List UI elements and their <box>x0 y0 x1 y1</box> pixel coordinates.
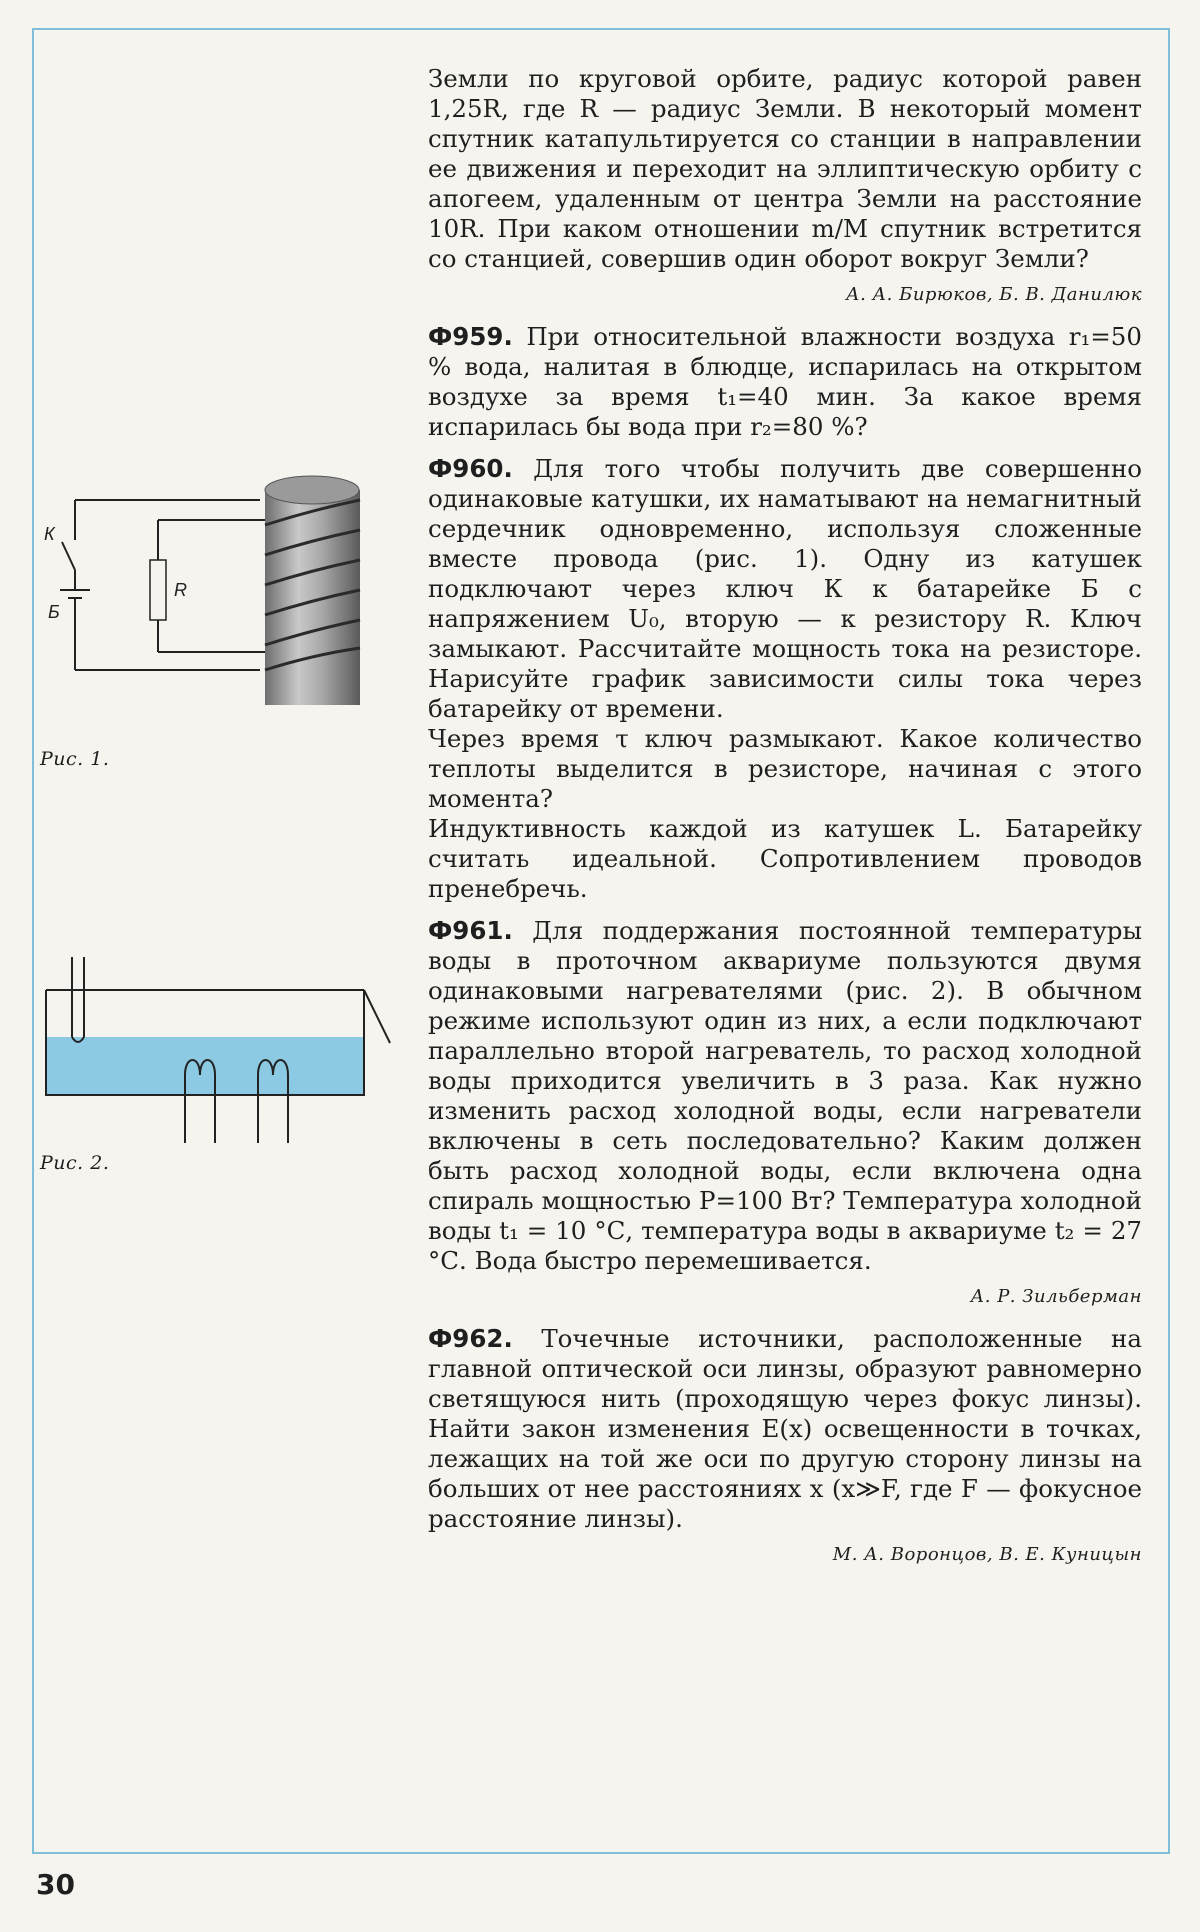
water <box>46 1037 364 1095</box>
problem-960 <box>428 454 1142 724</box>
resistor-label: R <box>174 580 187 600</box>
problem-text: Для того чтобы получить две совершенно одинаковые катушки, их наматывают на немагнитный сердечник одновременно, используя сложенные вместе провода (рис. 1). Одну из катушек подключают через ключ К к батарейке Б с напряжением U₀, вторую — к резистору R. Ключ замыкают. Рассчитайте мощность тока на резисторе. Нарисуйте график зависимости силы тока через батарейку от времени. <box>428 454 1142 723</box>
problem-959 <box>428 322 1142 442</box>
problem-961-author: А. Р. Зильберман <box>970 1286 1142 1307</box>
problem-960-part-3: Индуктивность каждой из катушек L. Батарейку считать идеальной. Сопротивлением проводов пренебречь. <box>428 814 1142 903</box>
intro-text: Земли по круговой орбите, радиус которой равен 1,25R, где R — радиус Земли. В некоторый момент спутник катапультируется со станции в направлении ее движения и переходит на эллиптическую орбиту с апогеем, удаленным от центра Земли на расстояние 10R. При каком отношении m/M спутник встретится со станцией, совершив один оборот вокруг Земли? <box>428 64 1142 273</box>
problem-960-part-2: Через время τ ключ размыкают. Какое количество теплоты выделится в резисторе, начиная с этого момента? <box>428 724 1142 813</box>
problem-962-author: М. А. Воронцов, В. Е. Куницын <box>832 1544 1142 1565</box>
problem-text: При относительной влажности воздуха r₁=50 % вода, налитая в блюдце, испарилась на открытом воздухе за время t₁=40 мин. За какое время испарилась бы вода при r₂=80 %? <box>428 322 1142 441</box>
problem-text: Для поддержания постоянной температуры воды в проточном аквариуме пользуются двумя одинаковыми нагревателями (рис. 2). В обычном режиме используют один из них, а если подключают параллельно второй нагреватель, то расход холодной воды приходится увеличить в 3 раза. Как нужно изменить расход холодной воды, если нагреватели включены в сеть последовательно? Каким должен быть расход холодной воды, если включена одна спираль мощностью P=100 Вт? Температура холодной воды t₁ = 10 °С, температура воды в аквариуме t₂ = 27 °С. Вода быстро перемешивается. <box>428 916 1142 1275</box>
key-label: К <box>44 524 55 544</box>
problem-962 <box>428 1324 1142 1534</box>
problem-number: Ф962. <box>428 1324 513 1353</box>
problem-number: Ф959. <box>428 322 513 351</box>
figure-1-caption: Рис. 1. <box>40 748 110 770</box>
intro-author: А. А. Бирюков, Б. В. Данилюк <box>845 284 1142 305</box>
text-column <box>428 64 1142 1574</box>
problem-961 <box>428 916 1142 1276</box>
figure-2-aquarium <box>40 955 400 1145</box>
battery-label: Б <box>48 602 60 622</box>
figure-1-circuit <box>40 470 380 710</box>
problem-text: Точечные источники, расположенные на главной оптической оси линзы, образуют равномерно светящуюся нить (проходящую через фокус линзы). Найти закон изменения E(x) освещенности в точках, лежащих на той же оси по другую сторону линзы на больших от нее расстояниях x (x≫F, где F — фокусное расстояние линзы). <box>428 1324 1142 1533</box>
problem-number: Ф960. <box>428 454 513 483</box>
figure-2-caption: Рис. 2. <box>40 1152 110 1174</box>
problem-number: Ф961. <box>428 916 513 945</box>
page-number: 30 <box>36 1868 75 1901</box>
